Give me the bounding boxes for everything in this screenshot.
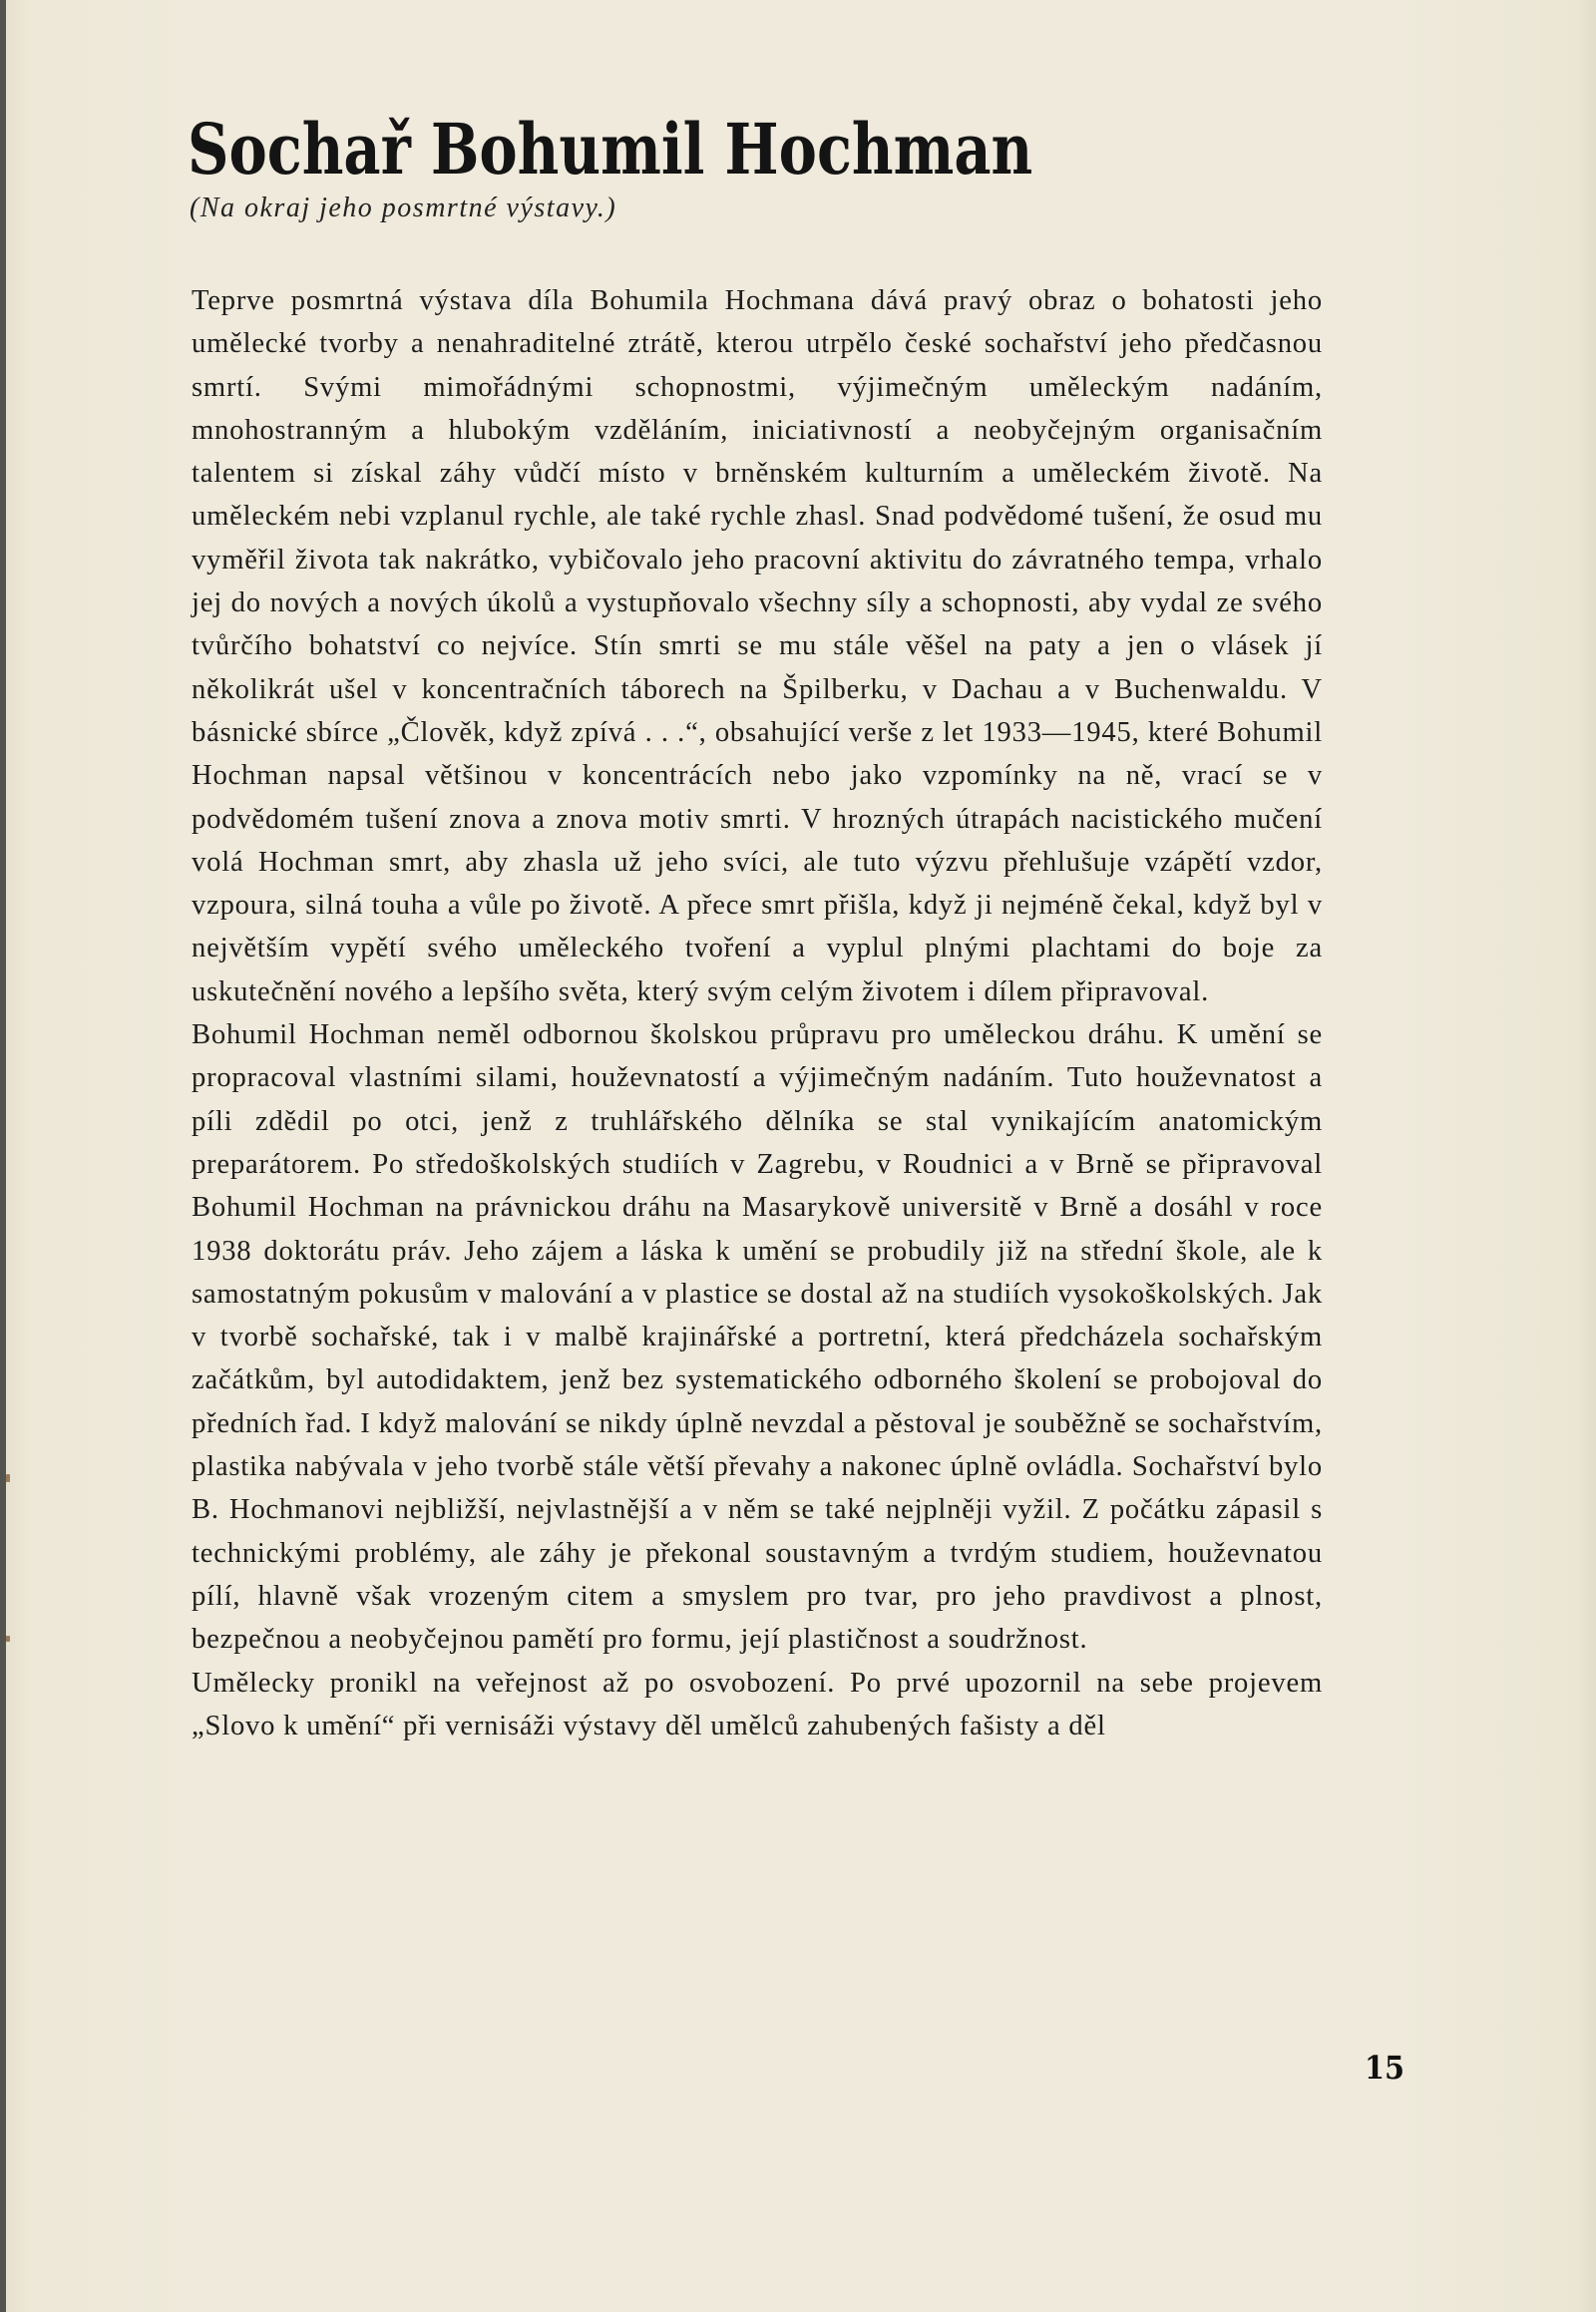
article-title: Sochař Bohumil Hochman [188,108,1033,191]
margin-speck [6,1636,10,1642]
margin-speck [6,1474,10,1482]
article-body [192,279,1323,1747]
page-edge-shadow [0,0,6,2312]
paragraph-1: Teprve posmrtná výstava díla Bohumila Hochmana dává pravý obraz o bohatosti jeho umělecké tvorby a nenahraditelné ztrátě, kterou utrpělo české sochařství jeho předčasnou smrtí. Svými mimořádnými schopnostmi, výjimečným uměleckým nadáním, mnohostranným a hlubokým vzděláním, iniciativností a neobyčejným organisačním talentem si získal záhy vůdčí místo v brněnském kulturním a uměleckém životě. Na uměleckém nebi vzplanul rychle, ale také rychle zhasl. Snad podvědomé tušení, že osud mu vyměřil života tak nakrátko, vybičovalo jeho pracovní aktivitu do závratného tempa, vrhalo jej do nových a nových úkolů a vystupňovalo všechny síly a schopnosti, aby vydal ze svého tvůrčího bohatství co nejvíce. Stín smrti se mu stále věšel na paty a jen o vlásek jí několikrát ušel v koncentračních táborech na Špilberku, v Dachau a v Buchenwaldu. V básnické sbírce „Člověk, když zpívá . . .“, obsahující verše z let 1933—1945, které Bohumil Hochman napsal většinou v koncentrácích nebo jako vzpomínky na ně, vrací se v podvědomém tušení znova a znova motiv smrti. V hrozných útrapách nacistického mučení volá Hochman smrt, aby zhasla už jeho svíci, ale tuto výzvu přehlušuje vzápětí vzdor, vzpoura, silná touha a vůle po životě. A přece smrt přišla, když ji nejméně čekal, když byl v největším vypětí svého uměleckého tvoření a vyplul plnými plachtami do boje za uskutečnění nového a lepšího světa, který svým celým životem i dílem připravoval. [192,285,1323,1007]
article-subtitle: (Na okraj jeho posmrtné výstavy.) [190,193,617,223]
page-number: 15 [1365,2049,1405,2087]
paragraph-3: Umělecky pronikl na veřejnost až po osvobození. Po prvé upozornil na sebe projevem „Slovo k umění“ při vernisáži výstavy děl umělců zahubených fašisty a děl [192,1667,1323,1741]
paragraph-2: Bohumil Hochman neměl odbornou školskou průpravu pro uměleckou dráhu. K umění se propracoval vlastními silami, houževnatostí a výjimečným nadáním. Tuto houževnatost a píli zdědil po otci, jenž z truhlářského dělníka se stal vynikajícím anatomickým preparátorem. Po středoškolských studiích v Zagrebu, v Roudnici a v Brně se připravoval Bohumil Hochman na právnickou dráhu na Masarykově universitě v Brně a dosáhl v roce 1938 doktorátu práv. Jeho zájem a láska k umění se probudily již na střední škole, ale k samostatným pokusům v malování a v plastice se dostal až na studiích vysokoškolských. Jak v tvorbě sochařské, tak i v malbě krajinářské a portretní, která předcházela sochařským začátkům, byl autodidaktem, jenž bez systematického odborného školení se probojoval do předních řad. I když malování se nikdy úplně nevzdal a pěstoval je souběžně se sochařstvím, plastika nabývala v jeho tvorbě stále větší převahy a nakonec úplně ovládla. Sochařství bylo B. Hochmanovi nejbližší, nejvlastnější a v něm se také nejplněji vyžil. Z počátku zápasil s technickými problémy, ale záhy je překonal soustavným a tvrdým studiem, houževnatou pílí, hlavně však vrozeným citem a smyslem pro tvar, pro jeho pravdivost a plnost, bezpečnou a neobyčejnou pamětí pro formu, její plastičnost a soudržnost. [192,1019,1323,1656]
